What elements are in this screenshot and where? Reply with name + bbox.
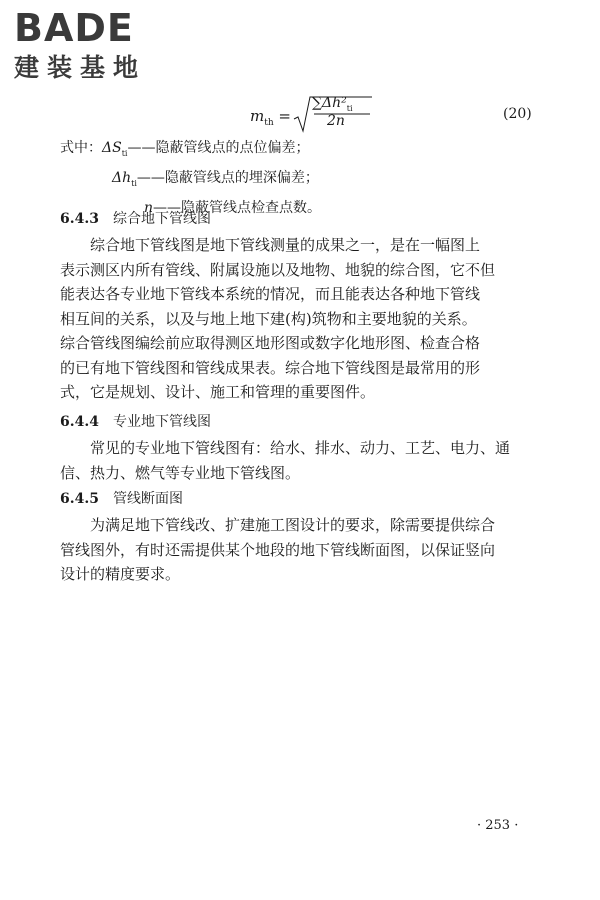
section-paragraph [60,233,552,405]
paragraph-line: 为满足地下管线改、扩建施工图设计的要求，除需要提供综合 [90,516,496,534]
page-number: · 253 · [477,818,519,833]
definition-symbol: $\Delta S_{ti}$ [102,140,128,158]
paragraph-line: 综合管线图编绘前应取得测区地形图或数字化地形图、检查合格 [60,334,481,352]
paragraph-line: 式，它是规划、设计、施工和管理的重要图件。 [60,383,376,401]
paragraph-line: 常见的专业地下管线图有：给水、排水、动力、工艺、电力、通 [90,439,511,457]
definition-row [60,136,321,166]
section-heading [60,411,211,433]
formula-numerator: $\sum\Delta h^2_{ti}$ [312,95,353,113]
section-heading [60,208,211,230]
section-number: 6.4.5 [60,491,99,507]
section-number: 6.4.3 [60,211,99,227]
logo-subtitle: 建装基地 [14,53,147,82]
definition-text: ——隐蔽管线点的点位偏差； [127,140,310,156]
paragraph-line: 的已有地下管线图和管线成果表。综合地下管线图是最常用的形 [60,358,481,377]
paragraph-line: 管线图外，有时还需提供某个地段的地下管线断面图，以保证竖向 [60,540,496,559]
section-title: 管线断面图 [112,491,183,507]
definition-row [60,166,321,196]
definition-text: ——隐蔽管线点的埋深偏差； [136,169,319,186]
paragraph-line: 能表达各专业地下管线本系统的情况，而且能表达各种地下管线 [60,285,481,303]
definition-text: ——隐蔽管线点检查点数。 [153,199,322,216]
definition-lead: 式中： [60,140,102,156]
equation-number: (20) [503,106,532,122]
logo-brand: BADE [14,6,134,50]
paragraph-line: 综合地下管线图是地下管线测量的成果之一，是在一幅图上 [90,236,481,254]
formula-denominator: 2n [327,113,345,129]
formula-lhs: $m_{th}$ = [250,107,291,128]
definition-symbol: $\Delta h_{ti}$ [112,169,137,188]
section-title: 专业地下管线图 [112,414,211,430]
section-title: 综合地下管线图 [112,211,211,227]
paragraph-line: 表示测区内所有管线、附属设施以及地物、地貌的综合图，它不但 [60,260,496,279]
definition-symbol: n [144,199,154,216]
section-paragraph [60,513,552,587]
section-paragraph [60,436,552,485]
paragraph-line: 相互间的关系，以及与地上地下建(构)筑物和主要地貌的关系。 [60,309,477,328]
section-number: 6.4.4 [60,414,99,430]
logo [14,8,184,84]
paragraph-line: 信、热力、燃气等专业地下管线图。 [60,463,301,482]
paragraph-line: 设计的精度要求。 [60,565,181,583]
section-heading [60,488,183,510]
